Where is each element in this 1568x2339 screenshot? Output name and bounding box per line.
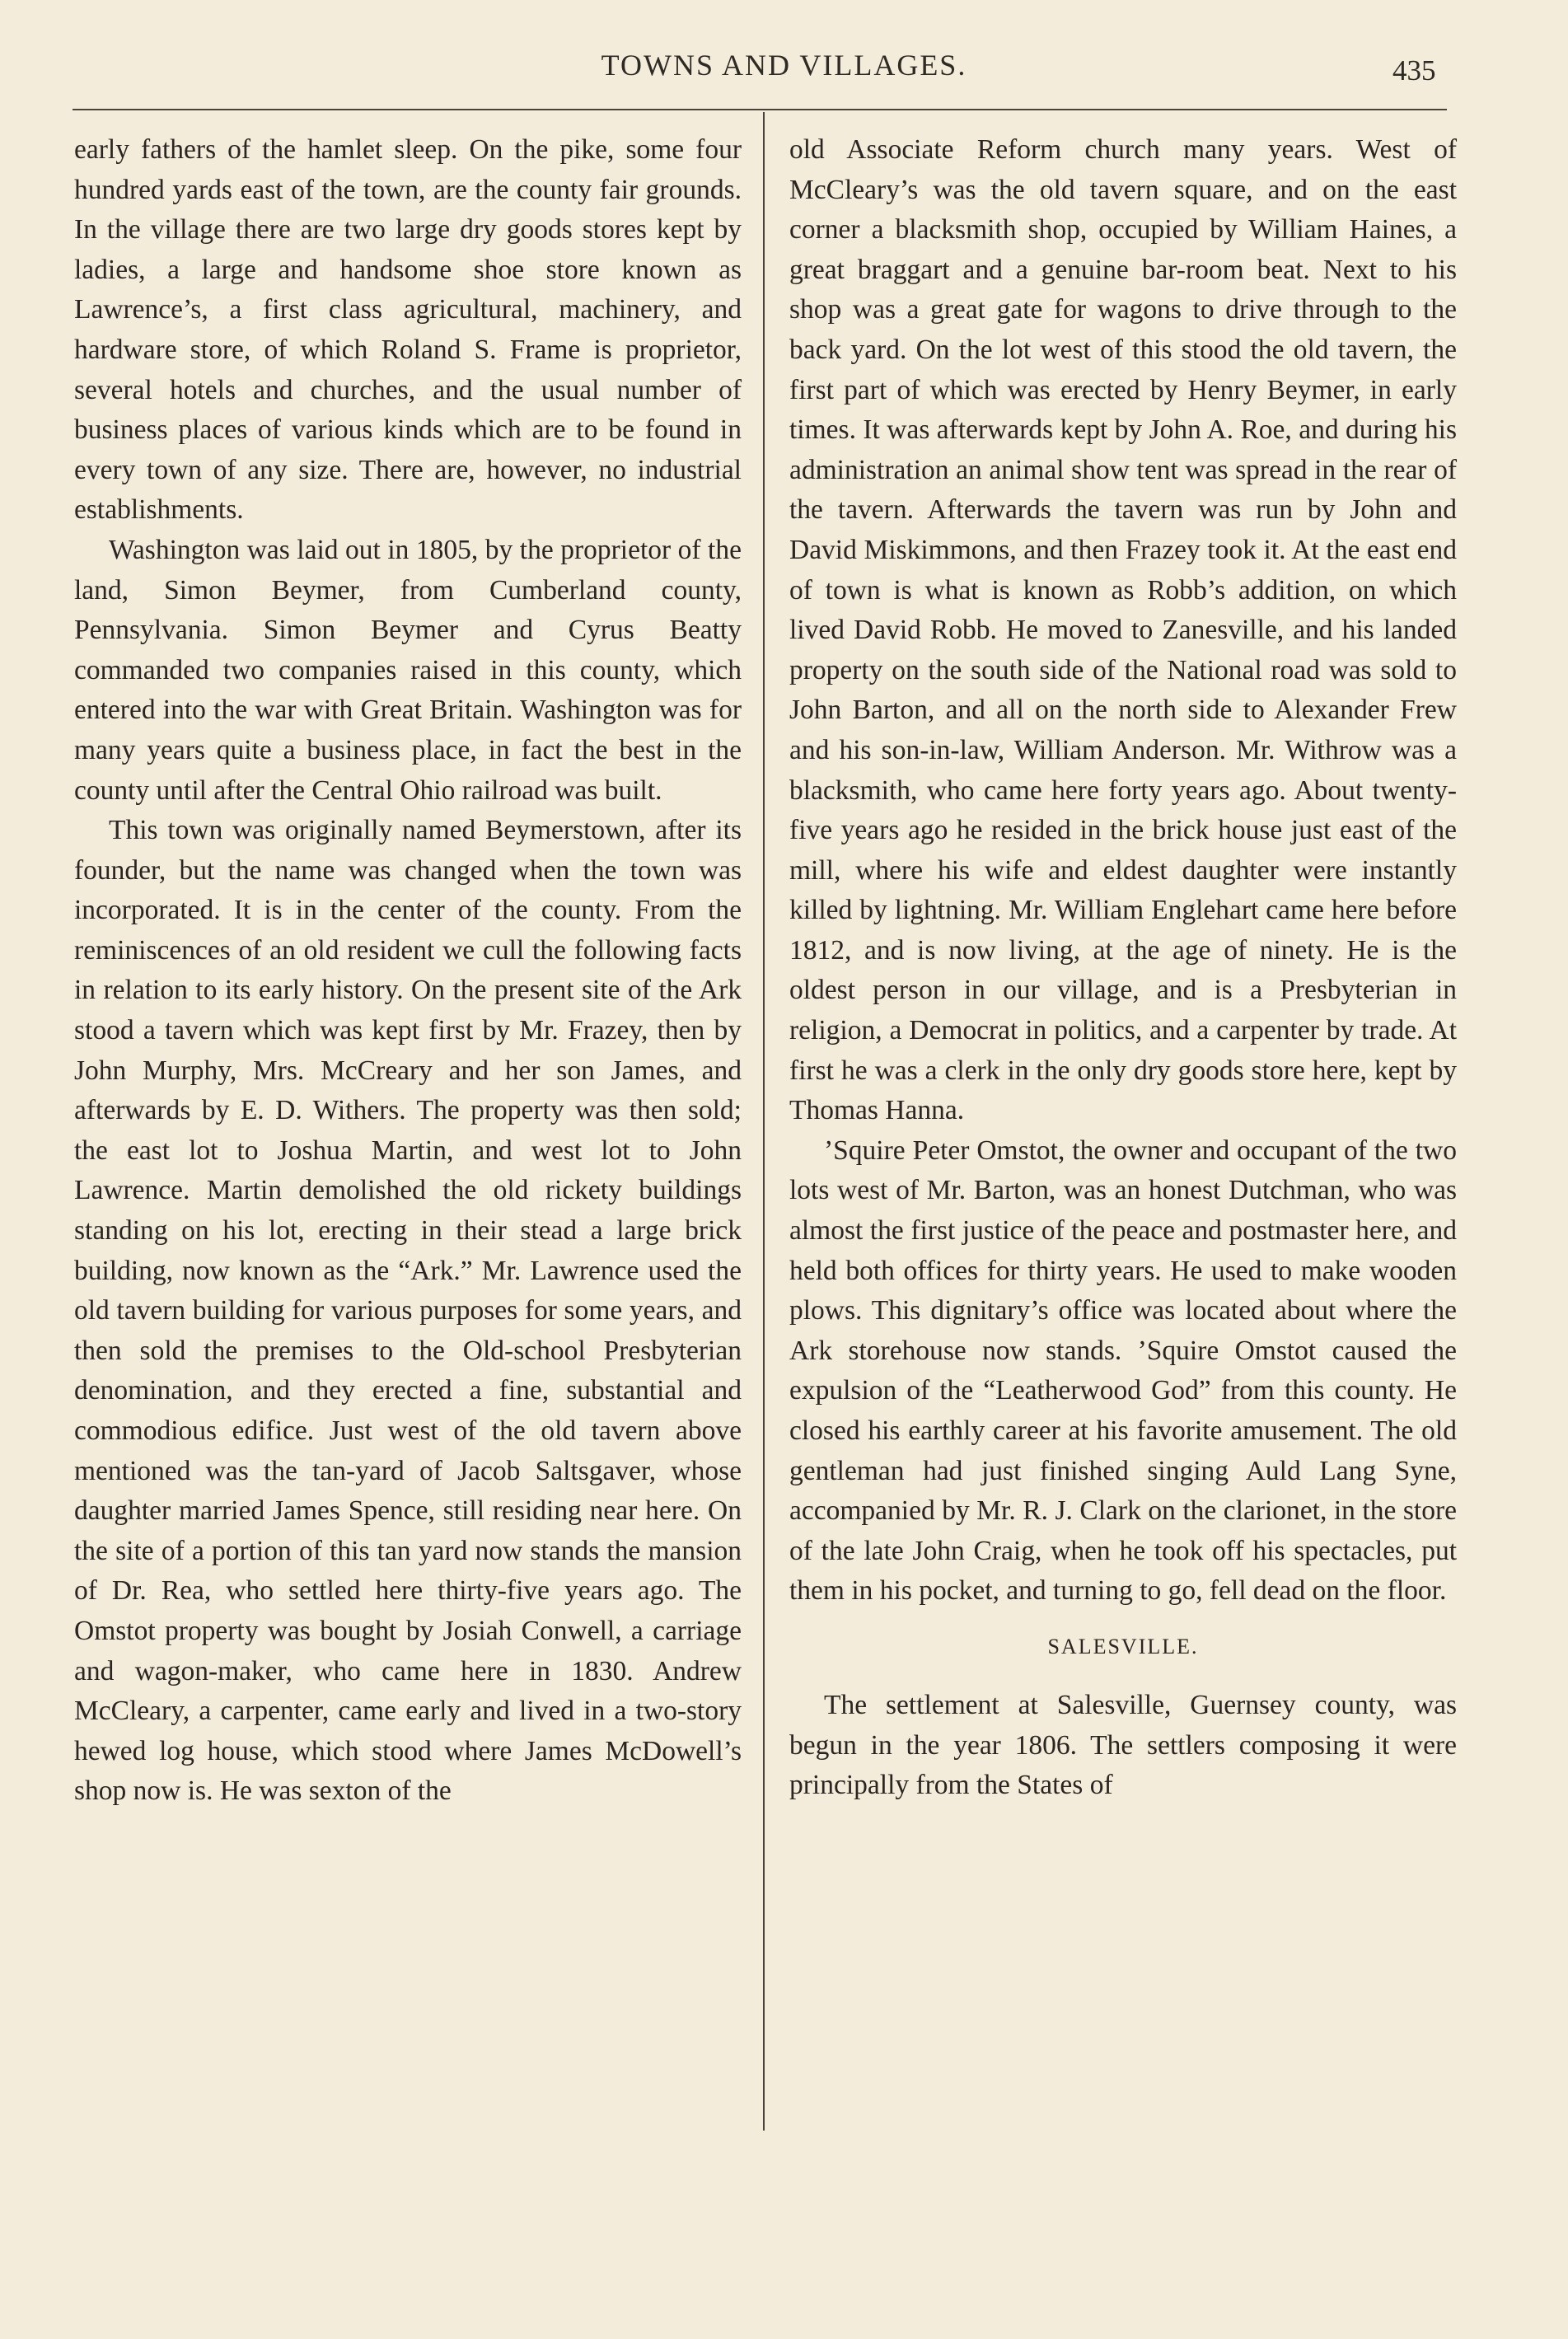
paragraph: Washington was laid out in 1805, by the proprietor of the land, Simon Beymer, from Cumberland county, Pennsylvania. Simon Beymer and Cyrus Beatty commanded two companies raised in this county, which entered into the war with Great Britain. Washington was for many years quite a business place, in fact the best in the county until after the Central Ohio railroad was built. [74, 534, 742, 806]
paragraph: The settlement at Salesville, Guernsey county, was begun in the year 1806. The settlers composing it were principally from the States of [789, 1689, 1457, 1801]
right-column [789, 130, 1457, 1806]
paragraph: This town was originally named Beymerstown, after its founder, but the name was changed when the town was incorporated. It is in the center of the county. From the reminiscences of an old resident we cull the following facts in relation to its early history. On the present site of the Ark stood a tavern which was kept first by Mr. Frazey, then by John Murphy, Mrs. McCreary and her son James, and afterwards by E. D. Withers. The property was then sold; the east lot to Joshua Martin, and west lot to John Lawrence. Martin demolished the old rickety buildings standing on his lot, erecting in their stead a large brick building, now known as the “Ark.” Mr. Lawrence used the old tavern building for various purposes for some years, and then sold the premises to the Old-school Presbyterian denomination, and they erected a fine, substantial and commodious edifice. Just west of the old tavern above mentioned was the tan-yard of Jacob Saltsgaver, whose daughter married James Spence, still residing near here. On the site of a portion of this tan yard now stands the mansion of Dr. Rea, who settled here thirty-five years ago. The Omstot property was bought by Josiah Conwell, a carriage and wagon-maker, who came here in 1830. Andrew McCleary, a carpenter, came early and lived in a two-story hewed log house, which stood where James McDowell’s shop now is. He was sexton of the [74, 815, 742, 1807]
column-divider [763, 112, 765, 2131]
left-column [74, 130, 742, 1812]
section-heading: SALESVILLE. [1047, 1634, 1199, 1658]
paragraph: early fathers of the hamlet sleep. On the pike, some four hundred yards east of the town, are the county fair grounds. In the village there are two large dry goods stores kept by ladies, a large and handsome shoe store known as Lawrence’s, a first class agricultural, machinery, and hardware store, of which Roland S. Frame is proprietor, several hotels and churches, and the usual number of business places of various kinds which are to be found in every town of any size. There are, however, no industrial establishments. [74, 134, 742, 526]
header-rule [73, 109, 1447, 110]
running-title: TOWNS AND VILLAGES. [601, 49, 967, 82]
page-number: 435 [1392, 54, 1436, 87]
paragraph: old Associate Reform church many years. West of McCleary’s was the old tavern square, and on the east corner a blacksmith shop, occupied by William Haines, a great braggart and a genuine bar-room beat. Next to his shop was a great gate for wagons to drive through to the back yard. On the lot west of this stood the old tavern, the first part of which was erected by Henry Beymer, in early times. It was afterwards kept by John A. Roe, and during his administration an animal show tent was spread in the rear of the tavern. Afterwards the tavern was run by John and David Miskimmons, and then Frazey took it. At the east end of town is what is known as Robb’s addition, on which lived David Robb. He moved to Zanesville, and his landed property on the south side of the National road was sold to John Barton, and all on the north side to Alexander Frew and his son-in-law, William Anderson. Mr. Withrow was a blacksmith, who came here forty years ago. About twenty-five years ago he resided in the brick house just east of the mill, where his wife and eldest daughter were instantly killed by lightning. Mr. William Englehart came here before 1812, and is now living, at the age of ninety. He is the oldest person in our village, and is a Presbyterian in religion, a Democrat in politics, and a carpenter by trade. At first he was a clerk in the only dry goods store here, kept by Thomas Hanna. [789, 134, 1457, 1126]
paragraph: ’Squire Peter Omstot, the owner and occupant of the two lots west of Mr. Barton, was an honest Dutchman, who was almost the first justice of the peace and postmaster here, and held both offices for thirty years. He used to make wooden plows. This dignitary’s office was located about where the Ark storehouse now stands. ’Squire Omstot caused the expulsion of the “Leatherwood God” from this county. He closed his earthly career at his favorite amusement. The old gentleman had just finished singing Auld Lang Syne, accompanied by Mr. R. J. Clark on the clarionet, in the store of the late John Craig, when he took off his spectacles, put them in his pocket, and turning to go, fell dead on the floor. [789, 1134, 1457, 1607]
